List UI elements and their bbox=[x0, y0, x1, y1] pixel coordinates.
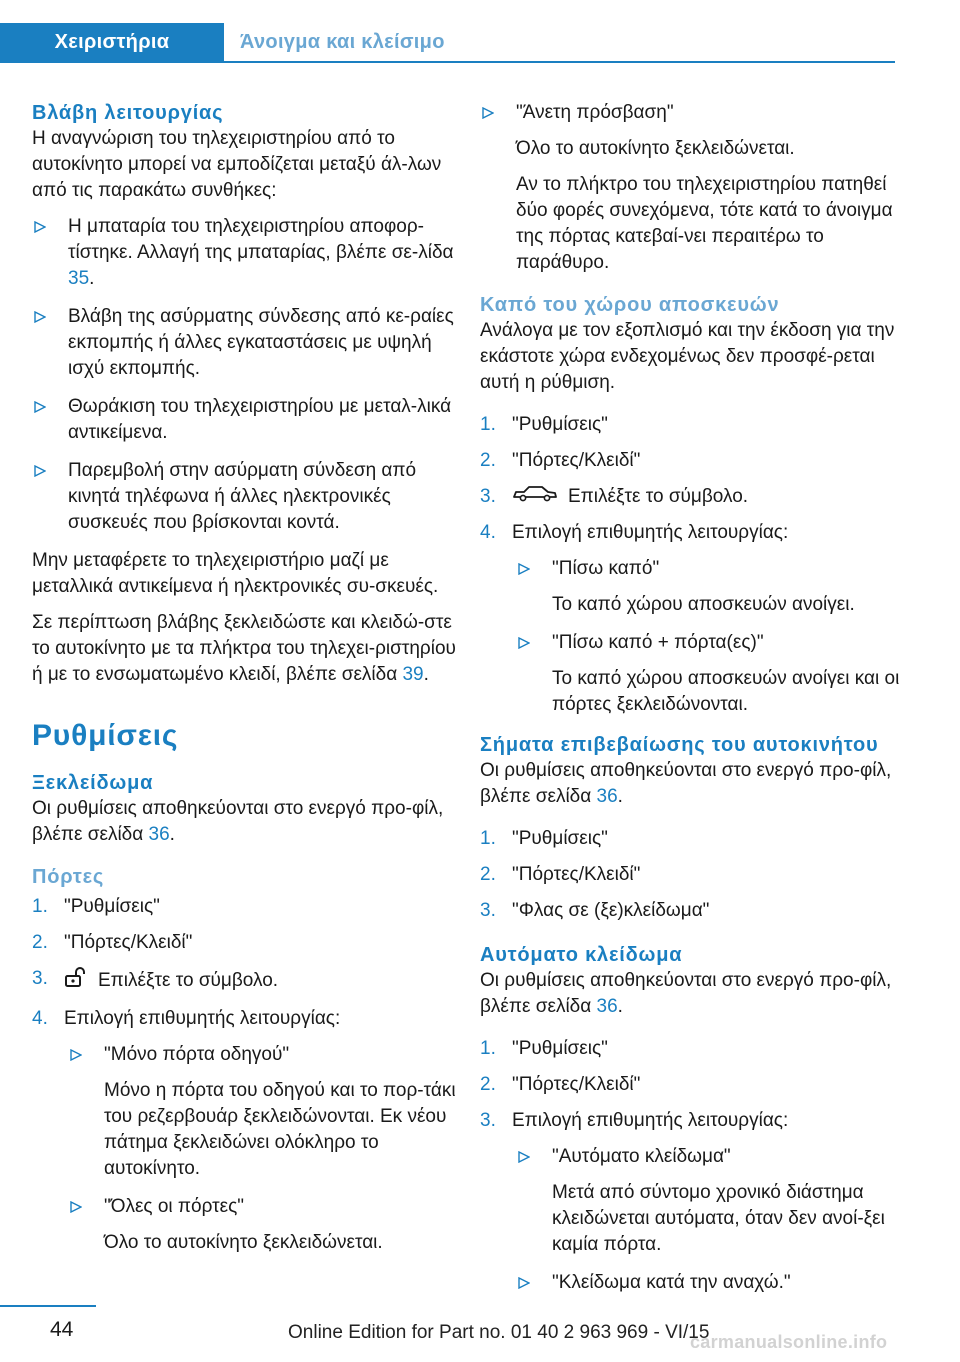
trunk-options-list bbox=[512, 556, 905, 718]
paragraph-text: Οι ρυθμίσεις αποθηκεύονται στο ενεργό προ-φίλ, βλέπε σελίδα bbox=[480, 970, 892, 1018]
watermark: carmanualsonline.info bbox=[690, 1332, 888, 1352]
step-item bbox=[32, 894, 456, 920]
paragraph-text: Σε περίπτωση βλάβης ξεκλειδώστε και κλειδώ-στε το αυτοκίνητο με τα πλήκτρα του τηλεχει-ριστηρίου ή με το ενσωματωμένο κλειδί, βλέπε σελίδα bbox=[32, 612, 456, 685]
trunk-steps-list bbox=[480, 412, 905, 718]
step-number: 1. bbox=[32, 896, 48, 917]
header-tabs bbox=[0, 23, 895, 63]
paragraph-unlock-profile bbox=[32, 796, 456, 848]
step-item bbox=[480, 448, 905, 474]
step-text: Επιλέξτε το σύμβολο. bbox=[568, 486, 749, 508]
option-title: "Πίσω καπό" bbox=[552, 558, 660, 580]
list-item bbox=[32, 458, 456, 536]
step-number: 1. bbox=[480, 828, 496, 850]
list-item bbox=[516, 1144, 905, 1258]
paragraph-signals-profile bbox=[480, 758, 905, 810]
option-description: Αν το πλήκτρο του τηλεχειριστηρίου πατηθεί δύο φορές συνεχόμενα, τότε κατά το άνοιγμα της πόρτας κατεβαί-νει περαιτέρω το παράθυρο. bbox=[516, 174, 893, 273]
list-item bbox=[480, 100, 905, 276]
step-number: 1. bbox=[480, 414, 496, 435]
paragraph-metal-objects: Μην μεταφέρετε το τηλεχειριστήριο μαζί με μεταλλικά αντικείμενα ή ηλεκτρονικές συ-σκευές. bbox=[32, 550, 439, 597]
step-number: 2. bbox=[32, 932, 48, 953]
option-title: "Κλείδωμα κατά την αναχώ." bbox=[552, 1272, 791, 1294]
step-text: "Πόρτες/Κλειδί" bbox=[512, 864, 641, 886]
step-item bbox=[32, 1006, 456, 1256]
step-number: 3. bbox=[480, 1110, 496, 1132]
step-item bbox=[480, 898, 905, 924]
list-item bbox=[68, 1194, 456, 1256]
paragraph-text: Οι ρυθμίσεις αποθηκεύονται στο ενεργό προ-φίλ, βλέπε σελίδα bbox=[480, 760, 892, 808]
step-item bbox=[480, 1036, 905, 1062]
list-item-text: Η μπαταρία του τηλεχειριστηρίου αποφορ-τίστηκε. Αλλαγή της μπαταρίας, βλέπε σε-λίδα bbox=[68, 216, 454, 263]
step-text: Επιλέξτε το σύμβολο. bbox=[98, 970, 279, 992]
option-description: Μόνο η πόρτα του οδηγού και το πορ-τάκι του ρεζερβουάρ ξεκλειδώνονται. Εκ νέου πάτημα ξεκλειδώνει ολόκληρο το αυτοκίνητο. bbox=[104, 1080, 456, 1179]
step-item bbox=[480, 1108, 905, 1296]
heading-unlocking: Ξεκλείδωμα bbox=[32, 772, 154, 794]
heading-doors: Πόρτες bbox=[32, 866, 105, 888]
malfunction-conditions-list bbox=[32, 214, 456, 536]
punctuation: . bbox=[423, 664, 429, 685]
step-item bbox=[480, 484, 905, 510]
list-item-text: Βλάβη της ασύρματης σύνδεσης από κε-ραίες εκπομπής ή άλλες εγκαταστάσεις με υψηλή ισχύ εκπομπής. bbox=[68, 306, 454, 379]
option-description: Το καπό χώρου αποσκευών ανοίγει και οι πόρτες ξεκλειδώνονται. bbox=[552, 668, 900, 716]
option-description: Το καπό χώρου αποσκευών ανοίγει. bbox=[552, 594, 855, 616]
heading-confirmation-signals: Σήματα επιβεβαίωσης του αυτοκινήτου bbox=[480, 734, 879, 757]
step-number: 4. bbox=[480, 522, 496, 544]
tab-opening-closing[interactable]: Άνοιγμα και κλείσιμο bbox=[240, 30, 445, 53]
page-link[interactable]: 39 bbox=[402, 664, 424, 685]
step-number: 1. bbox=[480, 1038, 496, 1060]
page-number: 44 bbox=[50, 1318, 74, 1341]
list-item bbox=[516, 556, 905, 618]
list-item bbox=[68, 1042, 456, 1182]
step-item bbox=[32, 966, 456, 996]
option-title: "Πίσω καπό + πόρτα(ες)" bbox=[552, 632, 764, 654]
step-text: "Φλας σε (ξε)κλείδωμα" bbox=[512, 900, 710, 922]
step-item bbox=[480, 412, 905, 438]
step-text: Επιλογή επιθυμητής λειτουργίας: bbox=[64, 1008, 341, 1029]
step-text: "Πόρτες/Κλειδί" bbox=[512, 450, 641, 471]
autolock-options-list bbox=[512, 1144, 905, 1296]
car-trunk-icon bbox=[512, 484, 558, 510]
step-item bbox=[480, 520, 905, 718]
step-number: 2. bbox=[480, 864, 496, 886]
step-item bbox=[480, 826, 905, 852]
step-text: "Ρυθμίσεις" bbox=[512, 414, 608, 435]
step-number: 3. bbox=[480, 900, 496, 922]
list-item bbox=[516, 630, 905, 718]
signals-steps-list bbox=[480, 826, 905, 924]
paragraph-malfunction-unlock bbox=[32, 610, 456, 688]
list-item-text: Παρεμβολή στην ασύρματη σύνδεση από κινητά τηλέφωνα ή άλλες ηλεκτρονικές συσκευές που βρίσκονται κοντά. bbox=[68, 460, 417, 533]
unlock-door-icon bbox=[64, 966, 88, 996]
paragraph-malfunction-intro: Η αναγνώριση του τηλεχειριστηρίου από το αυτοκίνητο μπορεί να εμποδίζεται μεταξύ άλ-λων από τις παρακάτω συνθήκες: bbox=[32, 128, 442, 201]
page-link[interactable]: 36 bbox=[596, 786, 618, 808]
step-item bbox=[480, 1072, 905, 1098]
option-title: "Μόνο πόρτα οδηγού" bbox=[104, 1044, 290, 1065]
step-text: "Πόρτες/Κλειδί" bbox=[64, 932, 193, 953]
list-item bbox=[32, 214, 456, 292]
step-number: 2. bbox=[480, 1074, 496, 1096]
paragraph-trunk: Ανάλογα με τον εξοπλισμό και την έκδοση για την εκάστοτε χώρα ενδεχομένως δεν προσφέ-ρεται αυτή η ρύθμιση. bbox=[480, 320, 895, 393]
punctuation: . bbox=[617, 786, 623, 808]
option-description: Μετά από σύντομο χρονικό διάστημα κλειδώνεται αυτόματα, όταν δεν ανοί-ξει καμία πόρτα. bbox=[552, 1182, 885, 1256]
step-item bbox=[32, 930, 456, 956]
punctuation: . bbox=[617, 996, 623, 1018]
punctuation: . bbox=[89, 268, 95, 289]
page-link[interactable]: 35 bbox=[68, 268, 90, 289]
list-item bbox=[32, 394, 456, 446]
doors-options-list bbox=[64, 1042, 456, 1256]
paragraph-text: Οι ρυθμίσεις αποθηκεύονται στο ενεργό προ-φίλ, βλέπε σελίδα bbox=[32, 798, 444, 845]
step-text: "Ρυθμίσεις" bbox=[512, 1038, 608, 1060]
heading-trunk: Καπό του χώρου αποσκευών bbox=[480, 294, 780, 316]
step-number: 3. bbox=[32, 968, 48, 989]
list-item bbox=[516, 1270, 905, 1296]
option-title: "Όλες οι πόρτες" bbox=[104, 1196, 245, 1217]
step-text: "Ρυθμίσεις" bbox=[64, 896, 160, 917]
punctuation: . bbox=[169, 824, 175, 845]
option-description: Όλο το αυτοκίνητο ξεκλειδώνεται. bbox=[516, 138, 795, 159]
page-link[interactable]: 36 bbox=[148, 824, 170, 845]
step-number: 4. bbox=[32, 1008, 48, 1029]
heading-settings: Ρυθμίσεις bbox=[32, 719, 179, 752]
tab-controls[interactable]: Χειριστήρια bbox=[0, 23, 224, 61]
list-item-text: Θωράκιση του τηλεχειριστηρίου με μεταλ-λικά αντικείμενα. bbox=[68, 396, 452, 443]
step-number: 3. bbox=[480, 486, 496, 507]
doors-steps-list bbox=[32, 894, 456, 1256]
edition-text: Online Edition for Part no. 01 40 2 963 969 - VI/15 bbox=[288, 1322, 710, 1343]
option-title: "Αυτόματο κλείδωμα" bbox=[552, 1146, 731, 1168]
left-column bbox=[32, 100, 456, 1268]
step-text: "Πόρτες/Κλειδί" bbox=[512, 1074, 641, 1096]
step-text: Επιλογή επιθυμητής λειτουργίας: bbox=[512, 1110, 789, 1132]
step-number: 2. bbox=[480, 450, 496, 471]
page-link[interactable]: 36 bbox=[596, 996, 618, 1018]
option-title: "Άνετη πρόσβαση" bbox=[516, 102, 674, 123]
list-item bbox=[32, 304, 456, 382]
heading-malfunction: Βλάβη λειτουργίας bbox=[32, 102, 224, 124]
heading-auto-lock: Αυτόματο κλείδωμα bbox=[480, 944, 683, 967]
footer-divider bbox=[0, 1305, 96, 1307]
step-text: Επιλογή επιθυμητής λειτουργίας: bbox=[512, 522, 789, 544]
step-item bbox=[480, 862, 905, 888]
option-description: Όλο το αυτοκίνητο ξεκλειδώνεται. bbox=[104, 1232, 383, 1253]
paragraph-autolock-profile bbox=[480, 968, 905, 1020]
autolock-steps-list bbox=[480, 1036, 905, 1296]
right-column bbox=[480, 100, 905, 1308]
step-text: "Ρυθμίσεις" bbox=[512, 828, 608, 850]
